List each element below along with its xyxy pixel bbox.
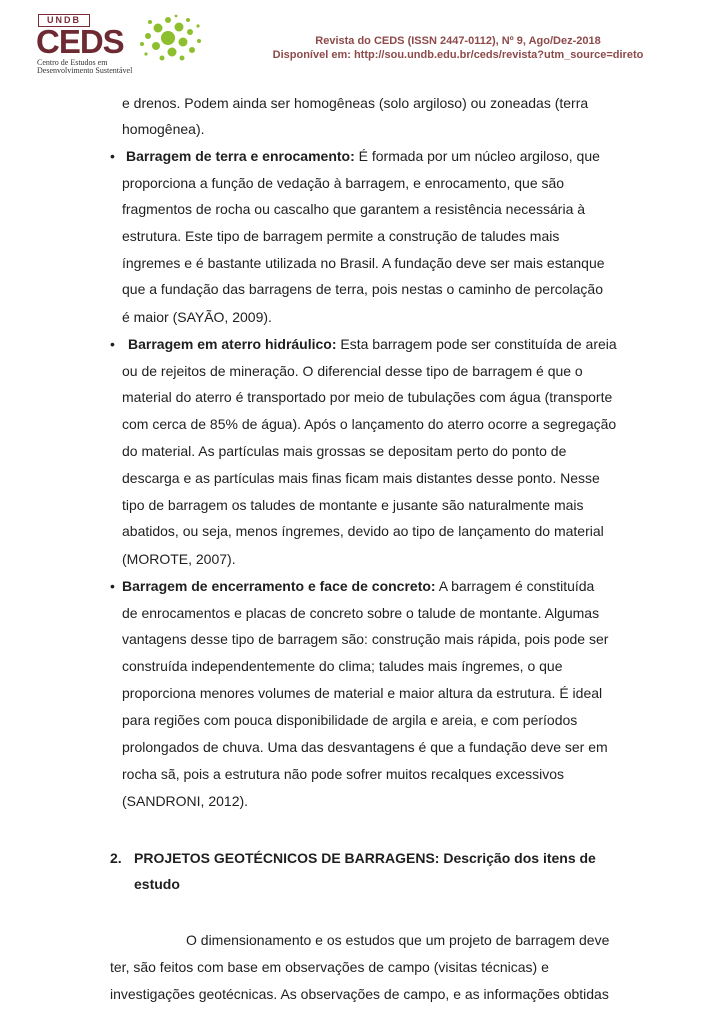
bullet-line: proporciona menores volumes de material e maior altura da estrutura. É ideal: [122, 685, 603, 701]
bullet-marker: •: [110, 148, 115, 164]
logo-subtitle-line-2: Desenvolvimento Sustentável: [37, 66, 133, 75]
page-header: [0, 0, 724, 82]
bullet-line: ou de rejeitos de mineração. O diferencial desse tipo de barragem é que o: [122, 363, 583, 379]
bullet-line: (SANDRONI, 2012).: [122, 793, 249, 809]
bullet-first-line: [128, 336, 617, 352]
bullet-line: que a fundação das barragens de terra, pois nestas o caminho de percolação: [122, 281, 603, 297]
bullet-line: material do aterro é transportado por meio de tubulações com água (transporte: [122, 389, 613, 405]
intro-line-1: e drenos. Podem ainda ser homogêneas (solo argiloso) ou zoneadas (terra: [122, 95, 589, 111]
bullet-first-rest: É formada por um núcleo argiloso, que: [354, 148, 600, 164]
green-dots-logo-icon: [128, 14, 204, 64]
section-number: 2.: [110, 850, 122, 866]
journal-citation: Revista do CEDS (ISSN 2447-0112), Nº 9, Ago/Dez-2018: [315, 35, 601, 47]
paragraph-line-2: ter, são feitos com base em observações de campo (visitas técnicas) e: [110, 959, 549, 975]
journal-url: Disponível em: http://sou.undb.edu.br/ceds/revista?utm_source=direto: [272, 49, 644, 61]
logo-ceds-text: CEDS: [36, 23, 124, 60]
bullet-marker: •: [110, 336, 115, 352]
logo-subtitle-line-1: Centro de Estudos em: [37, 58, 108, 67]
bullet-line: fragmentos de rocha ou cascalho que garantem a resistência necessária à: [122, 201, 586, 217]
bullet-line: tipo de barragem os taludes de montante e jusante são naturalmente mais: [122, 497, 584, 513]
bullet-line: de enrocamentos e placas de concreto sobre o talude de montante. Algumas: [122, 605, 600, 621]
bullet-line: descarga e as partículas mais finas ficam mais distantes desse ponto. Nesse: [122, 470, 600, 486]
bullet-line: construída independentemente do clima; taludes mais íngremes, o que: [122, 658, 563, 674]
bullet-line: é maior (SAYÃO, 2009).: [122, 309, 272, 325]
bullet-line: para regiões com pouca disponibilidade de argila e areia, e com períodos: [122, 712, 578, 728]
bullet-line: com cerca de 85% de água). Após o lançamento do aterro ocorre a segregação: [122, 416, 617, 432]
section-title-line-1: PROJETOS GEOTÉCNICOS DE BARRAGENS: Descrição dos itens de: [134, 850, 596, 866]
bullet-title: Barragem em aterro hidráulico:: [128, 336, 337, 352]
section-title-line-2: estudo: [134, 876, 180, 892]
ceds-logo: [34, 14, 204, 78]
bullet-line: do material. As partículas mais grossas se depositam perto do ponto de: [122, 443, 567, 459]
bullet-line: abatidos, ou seja, menos íngremes, devido ao tipo de lançamento do material: [122, 523, 604, 539]
journal-info: [208, 34, 708, 62]
bullet-marker: •: [110, 578, 115, 594]
bullet-line: proporciona a função de vedação à barragem, e enrocamento, que são: [122, 175, 565, 191]
paragraph-line-3: investigações geotécnicas. As observações de campo, e as informações obtidas: [110, 986, 609, 1002]
bullet-first-rest: Esta barragem pode ser constituída de areia: [336, 336, 617, 352]
bullet-line: rocha sã, pois a estrutura não pode sofrer muitos recalques excessivos: [122, 766, 565, 782]
paragraph-line-1: O dimensionamento e os estudos que um projeto de barragem deve: [186, 932, 610, 948]
bullet-line: vantagens desse tipo de barragem são: construção mais rápida, pois pode ser: [122, 631, 609, 647]
logo-undb-badge: UNDB: [38, 14, 90, 27]
bullet-first-line: [122, 578, 594, 594]
bullet-title: Barragem de encerramento e face de concreto:: [122, 578, 436, 594]
bullet-first-line: [126, 148, 600, 164]
bullet-line: íngremes e é bastante utilizada no Brasil. A fundação deve ser mais estanque: [122, 255, 605, 271]
bullet-line: estrutura. Este tipo de barragem permite a construção de taludes mais: [122, 228, 560, 244]
bullet-title: Barragem de terra e enrocamento:: [126, 148, 355, 164]
bullet-first-rest: A barragem é constituída: [435, 578, 595, 594]
bullet-line: prolongados de chuva. Uma das desvantagens é que a fundação deve ser em: [122, 739, 608, 755]
bullet-line: (MOROTE, 2007).: [122, 551, 236, 567]
intro-line-2: homogênea).: [122, 121, 205, 137]
